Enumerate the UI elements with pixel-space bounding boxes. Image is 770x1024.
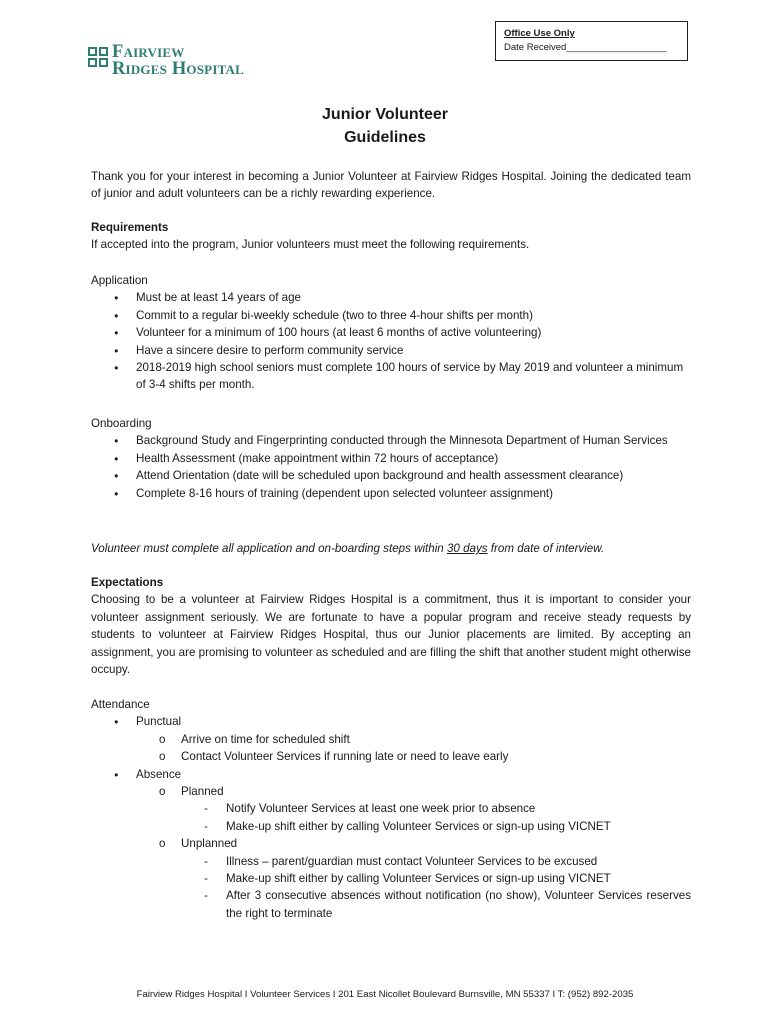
expectations-text: Choosing to be a volunteer at Fairview Ridges Hospital is a commitment, thus it is important to consider your volunteer assignment seriously. We are fortunate to have a popular program and receive steady requests by students to volunteer at Fairview Ridges Hospital, thus our Junior placements are limited. By accepting an assignment, you are promising to volunteer as scheduled and are filling the shift that another student might otherwise occupy. [91,593,691,677]
page-footer: Fairview Ridges Hospital I Volunteer Services I 201 East Nicollet Boulevard Burnsville, MN 55337 I T: (952) 892-2035 [136,989,634,1000]
sub-item-text: Arrive on time for scheduled shift [181,732,350,746]
list-item: ● Background Study and Fingerprinting conducted through the Minnesota Department of Human Services [91,432,691,449]
page-title [0,103,770,149]
punctual-label: Punctual [136,715,182,729]
dash-item-text: Illness – parent/guardian must contact Volunteer Services to be excused [226,854,598,868]
circle-bullet-icon: o [159,750,166,764]
requirements-heading: Requirements [91,221,169,234]
application-heading: Application [91,274,148,287]
list-item-punctual [91,713,691,730]
dash-bullet-icon: - [204,819,208,833]
expectations-section [91,574,691,678]
office-use-box [495,21,688,61]
attendance-section [91,696,691,922]
dash-list-item [91,853,691,870]
logo-wordmark [112,44,244,78]
dash-list-item [91,870,691,887]
requirements-section [91,219,691,254]
dash-item-text: Make-up shift either by calling Volunteer Services or sign-up using VICNET [226,819,611,833]
circle-bullet-icon: o [159,732,166,746]
sub-list-item [91,783,691,800]
dash-list-item [91,887,691,922]
title-line-2: Guidelines [344,129,426,146]
attendance-heading: Attendance [91,698,150,711]
sub-list-item [91,835,691,852]
attendance-list [91,713,691,730]
note-text-after: from date of interview. [487,542,605,555]
dash-item-text: Make-up shift either by calling Volunteer Services or sign-up using VICNET [226,872,611,886]
sub-list-item [91,731,691,748]
list-item: ● Attend Orientation (date will be scheduled upon background and health assessment clearance) [91,467,691,484]
title-line-1: Junior Volunteer [322,106,448,123]
expectations-heading: Expectations [91,576,164,589]
deadline-note [91,540,691,557]
dash-item-text: After 3 consecutive absences without notification (no show), Volunteer Services reserves the right to terminate [226,889,691,920]
planned-label: Planned [181,785,224,799]
sub-item-text: Contact Volunteer Services if running late or need to leave early [181,750,509,764]
list-item: ● Complete 8-16 hours of training (dependent upon selected volunteer assignment) [91,485,691,502]
unplanned-label: Unplanned [181,837,238,851]
sub-list-item [91,748,691,765]
list-item: ● Volunteer for a minimum of 100 hours (at least 6 months of active volunteering) [91,324,691,341]
hospital-logo [88,44,244,78]
list-item: ● Have a sincere desire to perform community service [91,342,691,359]
application-list [91,289,691,393]
fairview-logo-icon [88,47,108,67]
note-emphasis: 30 days [446,542,488,555]
circle-bullet-icon: o [159,785,166,799]
dash-list-item [91,800,691,817]
note-text-before: Volunteer must complete all application and on-boarding steps within [91,542,447,555]
dash-bullet-icon: - [204,889,208,903]
onboarding-section [91,415,691,502]
circle-bullet-icon: o [159,837,166,851]
office-use-title: Office Use Only [504,28,575,39]
onboarding-list [91,432,691,502]
dash-bullet-icon: - [204,802,208,816]
dash-list-item [91,818,691,835]
attendance-list-absence [91,766,691,783]
requirements-text: If accepted into the program, Junior volunteers must meet the following requirements. [91,238,530,252]
list-item: ● Health Assessment (make appointment within 72 hours of acceptance) [91,450,691,467]
intro-paragraph: Thank you for your interest in becoming a Junior Volunteer at Fairview Ridges Hospital. Joining the dedicated team of junior and adult volunteers can be a richly rewarding experience. [91,170,691,201]
date-received-field: Date Received___________________ [504,42,667,53]
logo-line-1: Fairview [112,42,185,62]
dash-bullet-icon: - [204,872,208,886]
list-item: ● Must be at least 14 years of age [91,289,691,306]
list-item-absence [91,766,691,783]
dash-bullet-icon: - [204,854,208,868]
list-item: ● 2018-2019 high school seniors must complete 100 hours of service by May 2019 and volunteer a minimum of 3-4 shifts per month. [91,359,691,394]
logo-line-2: Ridges Hospital [112,59,244,79]
list-item: ● Commit to a regular bi-weekly schedule (two to three 4-hour shifts per month) [91,307,691,324]
absence-label: Absence [136,767,182,781]
application-section [91,272,691,394]
onboarding-heading: Onboarding [91,417,152,430]
dash-item-text: Notify Volunteer Services at least one week prior to absence [226,802,536,816]
